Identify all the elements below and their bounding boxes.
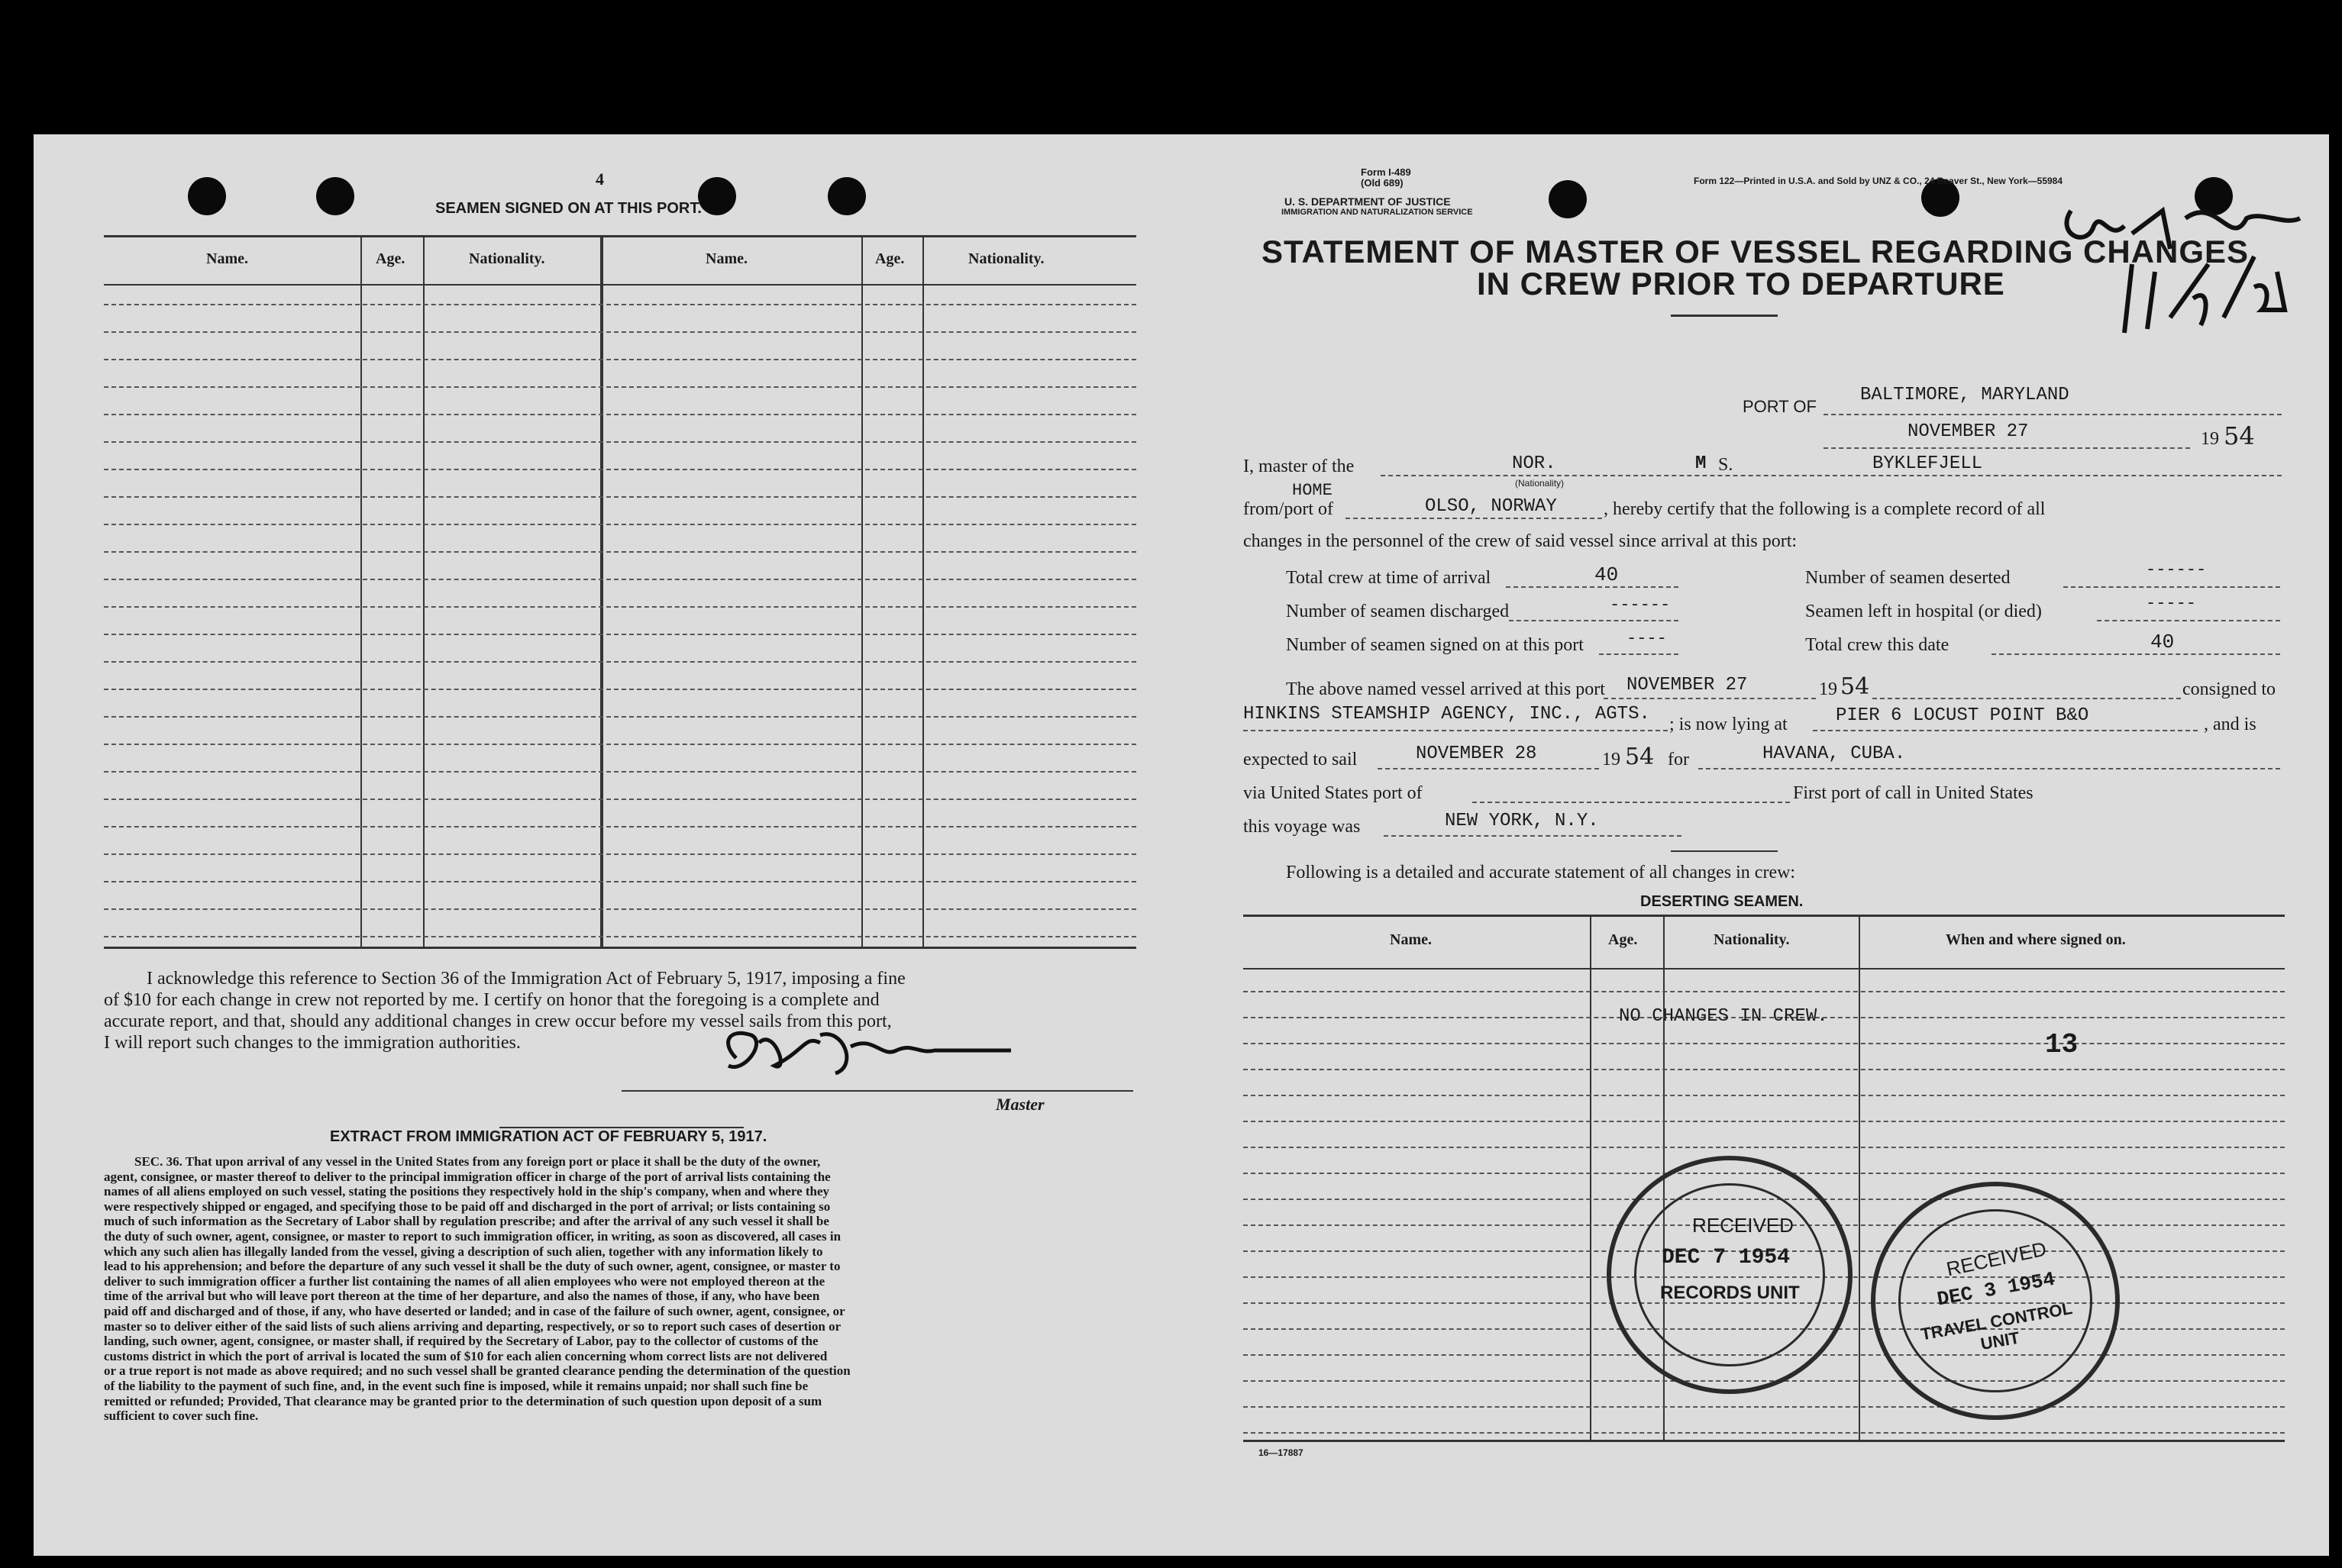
arrived-year-prefix: 19 — [1819, 679, 1837, 699]
acknowledgment-line: of $10 for each change in crew not reported by me. I certify on honor that the foregoing is a complete and — [104, 990, 880, 1010]
seamen-discharged-value: ------ — [1610, 595, 1671, 615]
table-row — [104, 853, 1136, 855]
table-row — [104, 579, 1136, 580]
table-row — [1243, 1406, 2285, 1408]
acknowledgment-line: I acknowledge this reference to Section 36 of the Immigration Act of February 5, 1917, imposing a fine — [147, 969, 906, 989]
col-divider — [360, 235, 362, 947]
table-row — [1243, 1147, 2285, 1148]
seamen-deserted-value: ------ — [2146, 560, 2207, 579]
extract-line: which any such alien has illegally landed from the vessel, giving a description of such alien, together with any information likely to — [104, 1244, 823, 1259]
desert-col-divider — [1590, 915, 1591, 1440]
year-value: 54 — [2224, 421, 2255, 450]
table-row — [1243, 1432, 2285, 1434]
table-row — [1243, 1043, 2285, 1044]
col-header-age: Age. — [376, 250, 405, 267]
lying-value: PIER 6 LOCUST POINT B&O — [1836, 705, 2089, 726]
extract-line: landing, such owner, agent, consignee, or master shall, if required by the Secretary of Labor, pay to the collector of customs of the — [104, 1334, 819, 1349]
first-port-label: First port of call in United States — [1793, 783, 2034, 803]
via-label: via United States port of — [1243, 783, 1423, 803]
home-label: HOME — [1292, 481, 1333, 500]
table-row — [104, 689, 1136, 690]
desert-col-nationality: Nationality. — [1714, 931, 1790, 948]
vessel-name: BYKLEFJELL — [1872, 453, 1983, 474]
total-line — [1992, 653, 2280, 655]
seamen-signed-title: SEAMEN SIGNED ON AT THIS PORT. — [435, 200, 702, 217]
via-line — [1472, 802, 1790, 803]
voyage-label: this voyage was — [1243, 817, 1361, 837]
consigned-line — [1872, 698, 2181, 699]
handwritten-annotation — [1979, 165, 2315, 486]
voyage-value: NEW YORK, N.Y. — [1445, 811, 1599, 831]
stamp-date: DEC 3 1954 — [1935, 1267, 2057, 1312]
title-underline — [1671, 315, 1778, 317]
col-divider — [861, 235, 863, 947]
punch-hole — [316, 177, 354, 215]
table-row — [1243, 991, 2285, 992]
table-row — [104, 414, 1136, 415]
punch-hole — [188, 177, 226, 215]
extract-line: SEC. 36. That upon arrival of any vessel in the United States from any foreign port or place it shall be the duty of the owner, — [134, 1154, 821, 1169]
desert-col-divider — [1859, 915, 1860, 1440]
from-port-label: from/port of — [1243, 499, 1333, 519]
col-header-name: Name. — [706, 250, 748, 267]
table-row — [104, 936, 1136, 937]
total-crew-date-label: Total crew this date — [1805, 635, 1950, 655]
form-number: Form I-489 — [1361, 166, 1411, 178]
stamp-unit: RECORDS UNIT — [1660, 1282, 1800, 1303]
agent-value: HINKINS STEAMSHIP AGENCY, INC., AGTS. — [1243, 704, 1650, 724]
desert-col-age: Age. — [1608, 931, 1638, 948]
lying-label: ; is now lying at — [1669, 715, 1788, 734]
total-crew-date-value: 40 — [2150, 631, 2175, 653]
table-row — [104, 496, 1136, 498]
table-row — [104, 606, 1136, 608]
acknowledgment-line: I will report such changes to the immigration authorities. — [104, 1033, 521, 1053]
table-row — [104, 716, 1136, 718]
total-crew-arrival-value: 40 — [1594, 563, 1619, 586]
deserting-title: DESERTING SEAMEN. — [1640, 893, 1804, 910]
seamen-signed-on-label: Number of seamen signed on at this port — [1286, 635, 1584, 655]
received-stamp-records — [1607, 1156, 1853, 1394]
page-mark: 13 — [2045, 1029, 2079, 1060]
desert-table-bottom — [1243, 1440, 2285, 1442]
table-row — [104, 331, 1136, 333]
seamen-discharged-label: Number of seamen discharged — [1286, 602, 1510, 621]
stamp-date: DEC 7 1954 — [1662, 1246, 1791, 1270]
for-label: for — [1668, 750, 1689, 769]
table-row — [1243, 1121, 2285, 1122]
voyage-line — [1384, 835, 1681, 837]
extract-line: paid off and discharged and of those, if any, who have deserted or landed; and in case of the failure of such owner, agent, consignee, or — [104, 1303, 845, 1318]
table-row — [104, 386, 1136, 388]
total-crew-arrival-label: Total crew at time of arrival — [1286, 568, 1491, 588]
col-header-age: Age. — [875, 250, 905, 267]
arrived-year: 54 — [1840, 673, 1870, 700]
table-row — [104, 469, 1136, 470]
stamp-unit: TRAVEL CONTROL UNIT — [1919, 1298, 2074, 1354]
table-bottom-rule — [104, 947, 1136, 949]
port-line — [1824, 414, 2282, 415]
col-header-name: Name. — [206, 250, 248, 267]
table-row — [104, 826, 1136, 828]
total-line — [2097, 620, 2280, 621]
total-line — [1599, 653, 1678, 655]
extract-line: the duty of such owner, agent, consignee, or master to report to such immigration officer, in writing, as soon as discovered, all cases in — [104, 1228, 842, 1244]
table-row — [104, 661, 1136, 663]
extract-line: much of such information as the Secretary of Labor shall by regulation prescribe; and after the arrival of any such vessel it shall be — [104, 1214, 829, 1229]
from-port-value: OLSO, NORWAY — [1425, 496, 1557, 517]
date-value: NOVEMBER 27 — [1908, 421, 2029, 442]
extract-line: lead to his apprehension; and before the departure of any such vessel it shall be the duty of such owner, agent, consignee, or master to — [104, 1259, 841, 1274]
master-of-label: I, master of the — [1243, 457, 1355, 476]
extract-line: time of the arrival but who will leave port thereon at the time of her departure, and also the names of those, if any, who have been — [104, 1289, 820, 1304]
form-code: 16—17887 — [1258, 1447, 1303, 1458]
seamen-deserted-label: Number of seamen deserted — [1805, 568, 2011, 588]
table-row — [104, 744, 1136, 745]
table-row — [104, 551, 1136, 553]
desert-table-top — [1243, 915, 2285, 917]
table-row — [104, 359, 1136, 360]
sail-year: 54 — [1625, 744, 1655, 770]
sail-year-prefix: 19 — [1602, 750, 1620, 769]
sail-value: NOVEMBER 28 — [1416, 744, 1537, 764]
changes-text: changes in the personnel of the crew of said vessel since arrival at this port: — [1243, 531, 1798, 551]
arrived-value: NOVEMBER 27 — [1626, 675, 1748, 695]
master-of-line — [1381, 475, 2282, 476]
port-value: BALTIMORE, MARYLAND — [1860, 385, 2069, 405]
desert-col-when-where: When and where signed on. — [1946, 931, 2126, 948]
punch-hole — [1549, 180, 1587, 218]
extract-line: remitted or refunded; Provided, That clearance may be granted prior to the determination of such question upon deposit of a sum — [104, 1393, 822, 1408]
right-page — [1185, 134, 2329, 1556]
received-stamp-travel-control — [1871, 1182, 2120, 1420]
arrived-label: The above named vessel arrived at this port — [1286, 679, 1605, 699]
col-header-nationality: Nationality. — [469, 250, 545, 267]
punch-hole — [698, 177, 736, 215]
master-signature — [706, 1012, 1042, 1096]
year-prefix: 19 — [2201, 429, 2219, 449]
handwritten-date — [2147, 282, 2150, 283]
date-line — [1824, 447, 2190, 449]
stamp-received-label: RECEIVED — [1944, 1237, 2049, 1281]
form-title-line1: STATEMENT OF MASTER OF VESSEL REGARDING CHANGES — [1261, 234, 2250, 269]
consigned-label: consigned to — [2182, 679, 2276, 699]
extract-line: names of all aliens employed on such vessel, stating the positions they respectively hold in the ship's company, when and where they — [104, 1184, 830, 1199]
table-row — [104, 441, 1136, 443]
table-row — [1243, 1095, 2285, 1096]
agent-line — [1243, 730, 1668, 731]
table-row — [104, 634, 1136, 635]
table-row — [104, 881, 1136, 882]
printer-line: Form 122—Printed in U.S.A. and Sold by UNZ & CO., 24 Beaver St., New York—55984 — [1694, 176, 2063, 186]
service-line: IMMIGRATION AND NATURALIZATION SERVICE — [1281, 208, 1473, 217]
extract-line: agent, consignee, or master thereof to deliver to the principal immigration officer in charge of the port of arrival lists containing the — [104, 1169, 831, 1184]
port-label: PORT OF — [1743, 397, 1817, 416]
vessel-type: M — [1695, 453, 1707, 474]
and-is-label: , and is — [2204, 715, 2256, 734]
stamp-received-label: RECEIVED — [1692, 1214, 1794, 1237]
desert-table-header-rule — [1243, 968, 2285, 970]
acknowledgment-line: accurate report, and that, should any additional changes in crew occur before my vessel sails from this port, — [104, 1011, 892, 1031]
col-divider — [922, 235, 924, 947]
col-header-nationality: Nationality. — [968, 250, 1045, 267]
desert-col-name: Name. — [1390, 931, 1432, 948]
extract-line: sufficient to cover such fine. — [104, 1408, 259, 1424]
for-value: HAVANA, CUBA. — [1762, 744, 1906, 764]
table-row — [104, 771, 1136, 773]
nationality-caption: (Nationality) — [1515, 478, 1565, 489]
form-old-number: (Old 689) — [1361, 177, 1404, 189]
col-divider — [423, 235, 425, 947]
no-changes-note: NO CHANGES IN CREW. — [1619, 1006, 1828, 1027]
left-page — [34, 134, 1185, 1556]
table-row — [104, 524, 1136, 525]
form-title-line2: IN CREW PRIOR TO DEPARTURE — [1477, 266, 2005, 302]
total-line — [2063, 586, 2280, 588]
from-port-line — [1345, 518, 1602, 519]
col-divider-center — [600, 235, 603, 947]
master-label: Master — [996, 1095, 1045, 1114]
table-row — [1243, 1069, 2285, 1070]
for-line — [1698, 768, 2280, 769]
table-row — [104, 304, 1136, 305]
table-row — [104, 799, 1136, 800]
certify-text: , hereby certify that the following is a complete record of all — [1604, 499, 2046, 519]
extract-line: or a true report is not made as above required; and no such vessel shall be granted clearance pending the determination of the question — [104, 1363, 851, 1379]
nationality-value: NOR. — [1512, 453, 1556, 474]
arrived-line — [1604, 698, 1816, 699]
department-line: U. S. DEPARTMENT OF JUSTICE — [1284, 195, 1451, 208]
page-number: 4 — [596, 169, 604, 189]
seamen-hospital-label: Seamen left in hospital (or died) — [1805, 602, 2042, 621]
lying-line — [1813, 730, 2198, 731]
extract-line: master so to deliver either of the said lists of such aliens arriving and departing, respectively, or so to report such cases of desertion or — [104, 1318, 842, 1334]
punch-hole — [828, 177, 866, 215]
extract-line: customs district in which the port of arrival is located the sum of $10 for each alien concerning whom correct lists are not delivered — [104, 1348, 828, 1363]
expected-line — [1378, 768, 1599, 769]
following-text: Following is a detailed and accurate statement of all changes in crew: — [1286, 863, 1796, 882]
extract-line: were respectively shipped or engaged, and specifying those to be paid off and discharged in the port of arrival; or lists containing so — [104, 1199, 831, 1214]
table-top-rule — [104, 235, 1136, 237]
table-row — [104, 908, 1136, 910]
table-header-rule — [104, 284, 1136, 286]
extract-title: EXTRACT FROM IMMIGRATION ACT OF FEBRUARY 5, 1917. — [330, 1128, 767, 1145]
total-line — [1509, 620, 1678, 621]
signature-line — [622, 1090, 1133, 1092]
extract-line: deliver to such immigration officer a further list containing the names of all alien employees who were not employed thereon at the — [104, 1273, 825, 1289]
seamen-hospital-value: ----- — [2146, 594, 2197, 613]
extract-line: of the liability to the payment of such fine, and, in the event such fine is imposed, while it remains unpaid; nor shall such fine be — [104, 1378, 809, 1393]
total-line — [1506, 586, 1678, 588]
extract-text — [104, 1154, 1139, 1424]
voyage-divider — [1671, 850, 1778, 852]
vessel-s: S. — [1718, 455, 1733, 475]
expected-label: expected to sail — [1243, 750, 1358, 769]
seamen-signed-on-value: ---- — [1626, 629, 1667, 648]
